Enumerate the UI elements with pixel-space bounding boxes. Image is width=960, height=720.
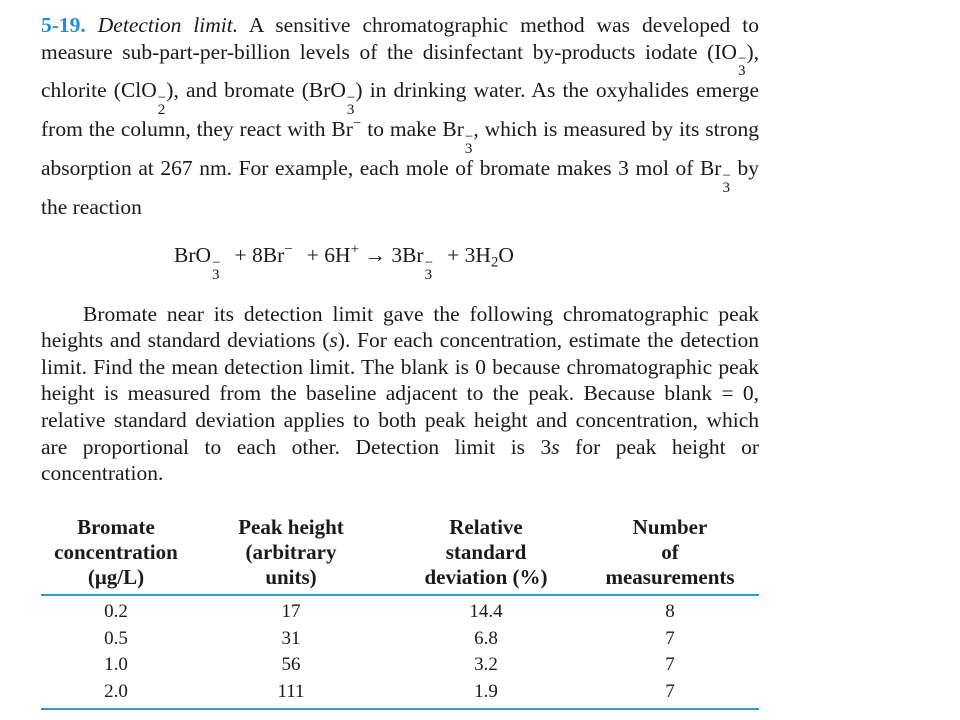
table-cell: 7 [665,627,675,649]
paragraph-text: to make Br [361,117,464,142]
paragraph-text: ), chlorite (ClO [41,39,759,103]
problem-title: Detection limit. [97,13,239,37]
symbol-s: s [551,434,560,459]
table-cell: 6.8 [474,627,498,649]
paragraph-text: A sensitive chromatographic method was developed to measure sub-part-per-billion levels of the disinfectant by-products iodate (IO [41,13,759,64]
table-row [41,652,759,679]
table-cell: 7 [665,654,675,675]
col-header-measurements: Number of measurements [581,515,759,595]
problem-block [41,12,759,487]
symbol-s: s [329,328,338,353]
table-cell: 7 [581,679,759,710]
table-cell: 1.0 [104,654,128,675]
table-row [41,595,759,626]
problem-paragraph: 5-19. Detection limit. A sensitive chromatographic method was developed to measure sub-part-per-billion levels of the disinfectant by-products iodate (IO − 3 ), chlorite (ClO − 2 ), and bromate (BrO − 3 ) in drinking water. As the oxyhalides emerge from the column, they react with Br− to make Br − 3 , which is measured by its strong absorption at 267 nm. For example, each mole of bromate makes 3 mol of Br − 3 by the reaction [41,13,760,220]
eq-term: O [498,242,514,267]
paragraph-2 [41,301,759,487]
paragraph-text: ). For each concentration, estimate the detection limit. Find the mean detection limit. The blank is 0 because chromatographic peak height is measured from the baseline adjacent to the peak. Because blank = 0, relative standard deviation applies to both peak height and concentration, which are proportional to each other. Detection limit is 3 [41,328,759,459]
table-row [41,626,759,653]
table-cell: 31 [281,627,301,649]
problem-number: 5-19. [41,13,86,37]
table-cell: 3.2 [474,654,498,675]
paragraph-text: by the reaction [41,156,760,220]
data-table [41,515,759,710]
table-cell: 8 [665,601,675,622]
table-cell: 17 [281,601,301,622]
eq-term: BrO [174,242,212,267]
table-cell: 0.5 [104,627,128,649]
paragraph-text: ), and bromate (BrO [166,78,346,103]
col-header-concentration: Bromate concentration (μg/L) [41,515,191,595]
paragraph-text: for peak height or concentration. [41,434,759,486]
col-header-peak-height: Peak height (arbitrary units) [191,515,391,595]
eq-term: + 6H [306,242,351,267]
table-row [41,679,759,710]
eq-term: → 3Br [364,242,424,267]
table-header-row [41,515,759,595]
table-cell: 1.9 [391,679,581,710]
table-cell: 111 [191,679,391,710]
table-cell: 2.0 [41,679,191,710]
paragraph-text: , which is measured by its strong absorption at 267 nm. For example, each mole of bromate makes 3 mol of Br [41,117,759,181]
col-header-rsd: Relative standard deviation (%) [391,515,581,595]
table-cell: 56 [281,654,301,675]
eq-term: + 8Br [234,242,285,267]
table-cell: 0.2 [104,601,128,622]
paragraph-text: ) in drinking water. As the oxyhalides emerge from the column, they react with Br [41,78,759,142]
reaction-equation: BrO − 3 + 8Br− + 6H+ → 3Br − 3 + $3H_2O$ [174,241,514,283]
eq-term: + 3H [447,242,491,267]
table-cell: 14.4 [469,601,503,622]
paragraph-text: Bromate near its detection limit gave the following chromatographic peak heights and standard deviations ( [41,301,759,353]
